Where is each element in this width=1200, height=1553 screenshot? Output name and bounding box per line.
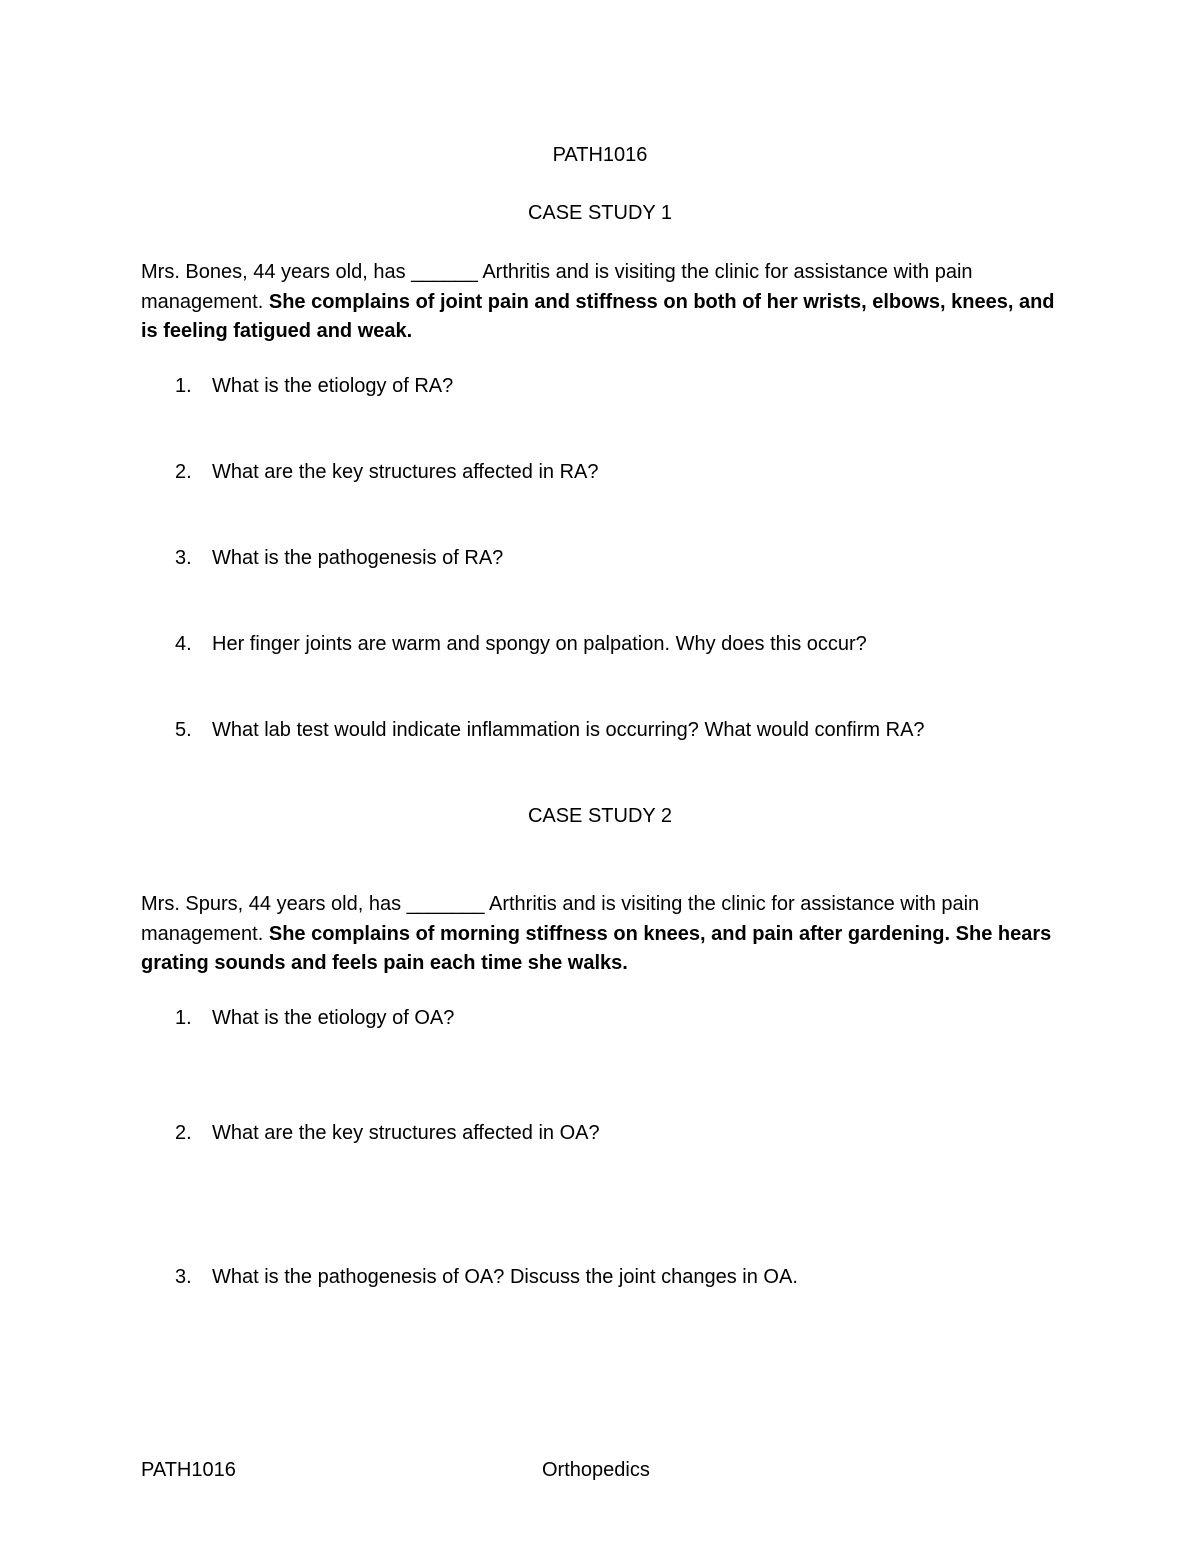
question-text: What is the etiology of RA? [212, 375, 454, 397]
case-study-1-question [175, 547, 503, 570]
question-number: 1. [175, 375, 192, 397]
case-study-1-question [175, 719, 925, 742]
question-text: What is the pathogenesis of RA? [212, 547, 504, 569]
case-study-2-question [175, 1266, 798, 1289]
question-number: 4. [175, 633, 192, 655]
question-text: What are the key structures affected in RA? [212, 461, 599, 483]
case-study-1-question [175, 461, 598, 484]
question-number: 2. [175, 1122, 192, 1144]
question-text: What is the etiology of OA? [212, 1007, 455, 1029]
case-study-2-question [175, 1122, 600, 1145]
question-text: Her finger joints are warm and spongy on palpation. Why does this occur? [212, 633, 867, 655]
question-number: 3. [175, 1266, 192, 1288]
case-study-1-question [175, 633, 867, 656]
case-study-2-intro-text: Mrs. Spurs, 44 years old, has _______ Arthritis and is visiting the clinic for assistance with pain management. [141, 893, 980, 945]
case-study-1-title: CASE STUDY 1 [527, 202, 673, 224]
case-study-2-question [175, 1007, 454, 1030]
case-study-1-intro [141, 258, 1061, 347]
document-title: PATH1016 [552, 144, 648, 166]
question-number: 5. [175, 719, 192, 741]
case-study-1-intro-text: Mrs. Bones, 44 years old, has ______ Arthritis and is visiting the clinic for assistance with pain management. [141, 261, 973, 313]
case-study-2-title: CASE STUDY 2 [527, 805, 673, 827]
case-study-1-intro-symptoms: She complains of joint pain and stiffness on both of her wrists, elbows, knees, and is feeling fatigued and weak. [141, 290, 1055, 342]
case-study-1-question [175, 375, 453, 398]
question-number: 3. [175, 547, 192, 569]
question-number: 2. [175, 461, 192, 483]
footer-course-code: PATH1016 [141, 1459, 236, 1481]
case-study-2-intro [141, 890, 1061, 979]
question-text: What lab test would indicate inflammation is occurring? What would confirm RA? [212, 719, 925, 741]
question-number: 1. [175, 1007, 192, 1029]
case-study-2-intro-symptoms: She complains of morning stiffness on knees, and pain after gardening. She hears grating sounds and feels pain each time she walks. [141, 922, 1052, 974]
question-text: What are the key structures affected in OA? [212, 1122, 600, 1144]
question-text: What is the pathogenesis of OA? Discuss the joint changes in OA. [212, 1266, 798, 1288]
footer-subject: Orthopedics [542, 1459, 650, 1481]
